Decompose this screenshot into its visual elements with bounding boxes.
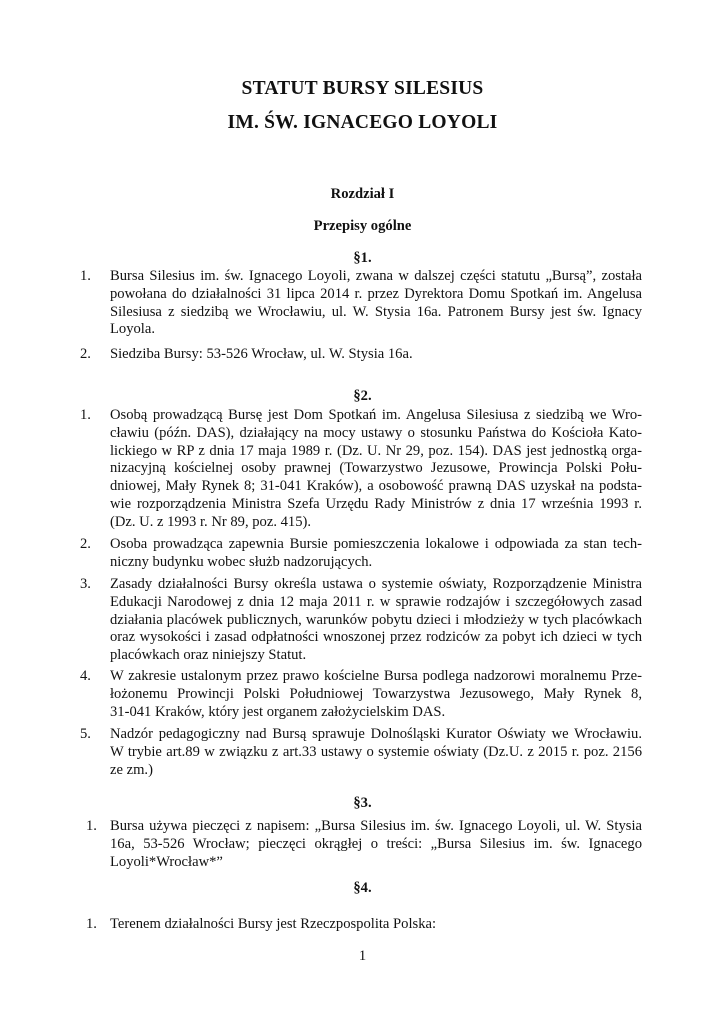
text-line: Zasady działalności Bursy określa ustawa o systemie oświaty, Rozporządzenie Ministra: [110, 576, 642, 592]
text-line: ze zm.): [110, 761, 153, 778]
item-number: 1.: [80, 268, 91, 284]
item-number: 3.: [80, 576, 91, 592]
text-line: placówkach oraz niniejszy Statut.: [110, 647, 307, 664]
text-line: lickiego w RP z dnia 17 maja 1989 r. (Dz. U. Nr 29, poz. 154). DAS jest jednostką orga-: [110, 442, 642, 459]
text-line: niczny budynku wobec służb nadzorujących.: [110, 553, 373, 570]
text-line: oraz wysokości i zasad odpłatności wnoszonej przez rodziców za pobyt ich dzieci w tych: [110, 629, 642, 646]
text-line: Osoba prowadząca zapewnia Bursie pomieszczenia lokalowe i odpowiada za stan tech-: [110, 536, 642, 552]
text-line: Loyoli*Wrocław*”: [110, 853, 223, 870]
section-heading: §3.: [353, 795, 372, 811]
text-line: Loyola.: [110, 321, 155, 338]
document-title-line-2: IM. ŚW. IGNACEGO LOYOLI: [227, 112, 498, 133]
text-line: (Dz. U. z 1993 r. Nr 89, poz. 415).: [110, 513, 312, 530]
item-number: 2.: [80, 536, 91, 552]
text-line: Terenem działalności Bursy jest Rzeczpospolita Polska:: [110, 916, 437, 932]
text-line: Nadzór pedagogiczny nad Bursą sprawuje Dolnośląski Kurator Oświaty we Wrocławiu.: [110, 726, 642, 742]
item-text: [110, 268, 642, 339]
section-heading: §4.: [353, 880, 372, 896]
text-line: Edukacji Narodowej z dnia 12 maja 2011 r. w sprawie rodzajów i szczegółowych zasad: [110, 593, 642, 610]
item-text: [110, 576, 642, 665]
section-heading: §1.: [353, 250, 372, 266]
text-line: Siedziba Bursy: 53-526 Wrocław, ul. W. Stysia 16a.: [110, 346, 413, 362]
page-number: 1: [358, 948, 367, 964]
item-number: 5.: [80, 726, 91, 742]
item-text: [110, 818, 642, 871]
item-text: [110, 536, 642, 572]
chapter-heading: Rozdział I: [330, 186, 395, 202]
item-number: 1.: [86, 818, 97, 834]
item-text: [110, 407, 642, 532]
text-line: wie rozporządzenia Ministra Szefa Urzędu Rady Ministrów z dnia 17 września 1993 r.: [110, 495, 642, 512]
text-line: cławiu (późn. DAS), działający na mocy ustawy o stosunku Państwa do Kościoła Kato-: [110, 424, 642, 441]
document-title-line-1: STATUT BURSY SILESIUS: [241, 78, 484, 99]
chapter-title: Przepisy ogólne: [313, 218, 412, 234]
item-number: 2.: [80, 346, 91, 362]
item-number: 4.: [80, 668, 91, 684]
text-line: W trybie art.89 w związku z art.33 ustawy o systemie oświaty (Dz.U. z 2015 r. poz. 2156: [110, 743, 642, 760]
text-line: nizacyjną kościelnej osoby prawnej (Towarzystwo Jezusowe, Prowincja Polski Połu-: [110, 460, 642, 477]
text-line: Bursa Silesius im. św. Ignacego Loyoli, zwana w dalszej części statutu „Bursą”, została: [110, 268, 642, 284]
text-line: W zakresie ustalonym przez prawo kościelne Bursa podlega nadzorowi moralnemu Prze-: [110, 668, 642, 684]
item-text: [110, 916, 642, 934]
section-heading: §2.: [353, 388, 372, 404]
item-text: [110, 668, 642, 721]
text-line: Osobą prowadzącą Bursę jest Dom Spotkań im. Angelusa Silesiusa z siedzibą we Wro-: [110, 407, 642, 423]
text-line: powołana do działalności 31 lipca 2014 r. przez Dyrektora Domu Spotkań im. Angelusa: [110, 285, 642, 302]
item-number: 1.: [86, 916, 97, 932]
text-line: dniowej, Mały Rynek 8; 31-041 Kraków), a osobowość prawną DAS uzyskał na podsta-: [110, 478, 642, 495]
item-text: [110, 726, 642, 779]
text-line: Bursa używa pieczęci z napisem: „Bursa Silesius im. św. Ignacego Loyoli, ul. W. Stysia: [110, 818, 642, 834]
text-line: działania placówek publicznych, warunków pobytu dzieci i młodzieży w tych placówkach: [110, 611, 642, 628]
text-line: 31-041 Kraków, który jest organem założycielskim DAS.: [110, 703, 446, 720]
text-line: łożonemu Prowincji Polski Południowej Towarzystwa Jezusowego, Mały Rynek 8,: [110, 685, 642, 702]
item-text: [110, 346, 642, 364]
text-line: 16a, 53-526 Wrocław; pieczęci okrągłej o treści: „Bursa Silesius im. św. Ignacego: [110, 835, 642, 852]
text-line: Silesiusa z siedzibą we Wrocławiu, ul. W. Stysia 16a. Patronem Bursy jest św. Ignacy: [110, 303, 642, 320]
item-number: 1.: [80, 407, 91, 423]
